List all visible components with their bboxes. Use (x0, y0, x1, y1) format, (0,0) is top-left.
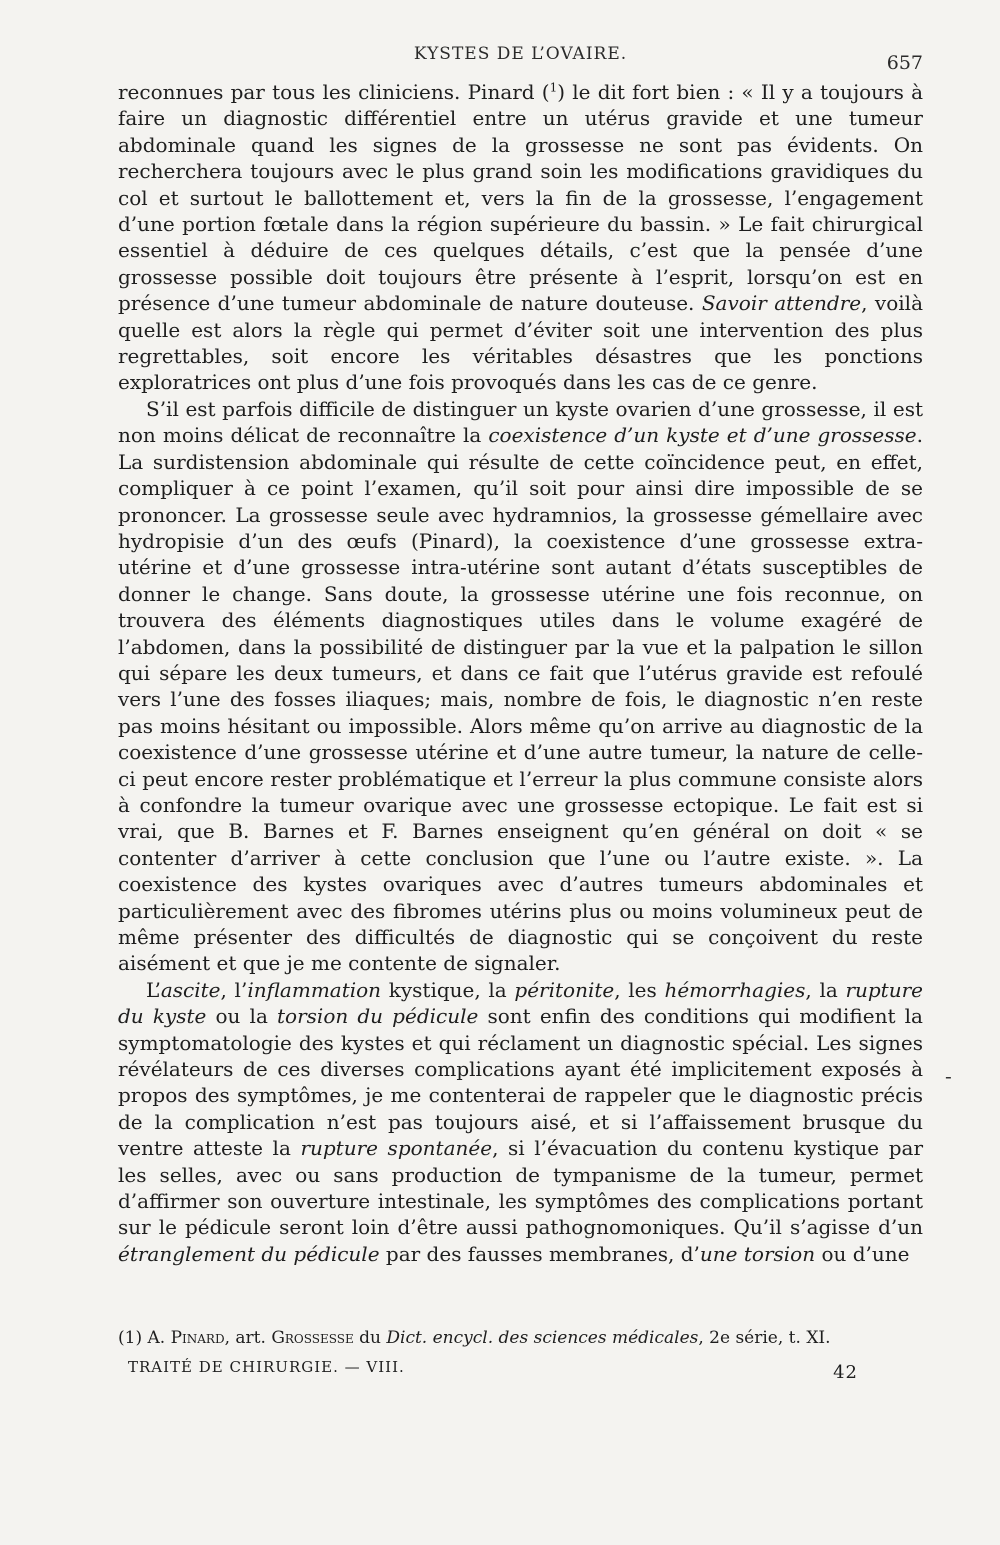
footnote-source: Dict. encycl. des sciences médicales (386, 1328, 699, 1348)
italic-run: une torsion (699, 1241, 816, 1266)
text-run: sont enfin des conditions qui modifient la symptomatologie des kystes et qui réclament un diagnostic spécial. Les signes révélateurs de ces diverses complications ayant été implicitement exposés à propos des symptômes, je me contenterai de rappeler que le diagnostic précis de la complication n’est pas toujours aisé, et si l’affaissement brusque du ventre atteste la (118, 1004, 923, 1161)
footnote-text: , 2e série, t. XI. (698, 1328, 831, 1348)
italic-run: torsion du pédicule (277, 1004, 479, 1029)
italic-run: coexistence d’un kyste et d’une grossesse (488, 423, 917, 448)
paragraph-1 (118, 79, 923, 396)
text-run: ou la (206, 1004, 278, 1029)
text-run: L’ (146, 977, 161, 1002)
text-run: ou d’une (815, 1241, 910, 1266)
page-number: 657 (886, 52, 923, 74)
italic-run: Savoir attendre (701, 291, 862, 316)
italic-run: rupture du kyste (118, 977, 923, 1029)
text-run: par des fausses membranes, d’ (379, 1241, 700, 1266)
body-text (118, 79, 923, 1267)
signature-title: TRAITÉ DE CHIRURGIE. — VIII. (128, 1358, 405, 1376)
text-run: , les (614, 977, 665, 1002)
italic-run: inflammation (247, 977, 382, 1002)
text-run: , voilà quelle est alors la règle qui permet d’éviter soit une intervention des plus regrettables, soit encore les véritables désastres que les ponctions exploratrices ont plus d’une fois provoqués dans les cas de ce genre. (118, 291, 923, 395)
footnote-author: A. Pinard (147, 1328, 225, 1348)
running-title: KYSTES DE L’OVAIRE. (413, 44, 628, 64)
text-run: reconnues par tous les cliniciens. Pinard ( (118, 80, 550, 104)
text-run: , l’ (220, 977, 248, 1002)
signature-number: 42 (833, 1362, 858, 1383)
footnote (118, 1327, 923, 1349)
text-run: . La surdistension abdominale qui résulte de cette coïncidence peut, en effet, compliquer à ce point l’examen, qu’il soit pour ainsi dire impossible de se prononcer. La grossesse seule avec hydramnios, la grossesse gémellaire avec hydropisie d’un des œufs (Pinard), la coexistence d’une grossesse extra-utérine et d’une grossesse intra-utérine sont autant d’états susceptibles de donner le change. Sans doute, la grossesse utérine une fois reconnue, on trouvera des éléments diagnostiques utiles dans le volume exagéré de l’abdomen, dans la possibilité de distinguer par la vue et la palpation le sillon qui sépare les deux tumeurs, et dans ce fait que l’utérus gravide est refoulé vers l’une des fosses iliaques; mais, nombre de fois, le diagnostic n’en reste pas moins hésitant ou impossible. Alors même qu’on arrive au diagnostic de la coexistence d’une grossesse utérine et d’une autre tumeur, la nature de celle-ci peut encore rester problématique et l’erreur la plus commune consiste alors à confondre la tumeur ovarique avec une grossesse ectopique. Le fait est si vrai, que B. Barnes et F. Barnes enseignent qu’en général on doit « se contenter d’arriver à cette conclusion que l’une ou l’autre existe. ». La coexistence des kystes ovariques avec d’autres tumeurs abdominales et particulièrement avec des fibromes utérins plus ou moins volumineux peut de même présenter des difficultés de diagnostic qui se conçoivent du reste aisément et que je me contente de signaler. (118, 423, 923, 976)
signature-line (128, 1358, 918, 1382)
text-run: , si l’évacuation du contenu kystique par les selles, avec ou sans production de tympanisme de la tumeur, permet d’affirmer son ouverture intestinale, les symptômes des complications portant sur le pédicule seront loin d’être aussi pathognomoniques. Qu’il s’agisse d’un (118, 1136, 923, 1240)
footnote-text: du (353, 1328, 387, 1348)
text-run: kystique, la (381, 977, 515, 1002)
text-run: , la (805, 977, 846, 1002)
italic-run: hémorrhagies (664, 977, 806, 1002)
paragraph-2 (118, 396, 923, 977)
footnote-text: , art. (224, 1328, 272, 1348)
margin-mark: - (945, 1064, 952, 1088)
footnote-ref: 1 (549, 80, 558, 95)
footnote-marker: (1) (118, 1328, 143, 1348)
italic-run: étranglement du pédicule (118, 1241, 380, 1266)
text-run: ) le dit fort bien : « Il y a toujours à faire un diagnostic différentiel entre un utérus gravide et une tumeur abdominale quand les signes de la grossesse ne sont pas évidents. On recherchera toujours avec le plus grand soin les modifications gravidiques du col et surtout le ballottement et, vers la fin de la grossesse, l’engagement d’une portion fœtale dans la région supérieure du bassin. » Le fait chirurgical essentiel à déduire de ces quelques détails, c’est que la pensée d’une grossesse possible doit toujours être présente à l’esprit, lorsqu’on est en présence d’une tumeur abdominale de nature douteuse. (118, 80, 924, 316)
paragraph-3 (118, 977, 923, 1267)
running-head (118, 44, 923, 76)
italic-run: ascite (160, 977, 221, 1002)
text-run: S’il est parfois difficile de distinguer un kyste ovarien d’une grossesse, il est non moins délicat de reconnaître la (118, 396, 923, 448)
italic-run: péritonite (514, 977, 615, 1002)
footnote-article: Grossesse (271, 1328, 354, 1348)
italic-run: rupture spontanée (300, 1136, 493, 1161)
